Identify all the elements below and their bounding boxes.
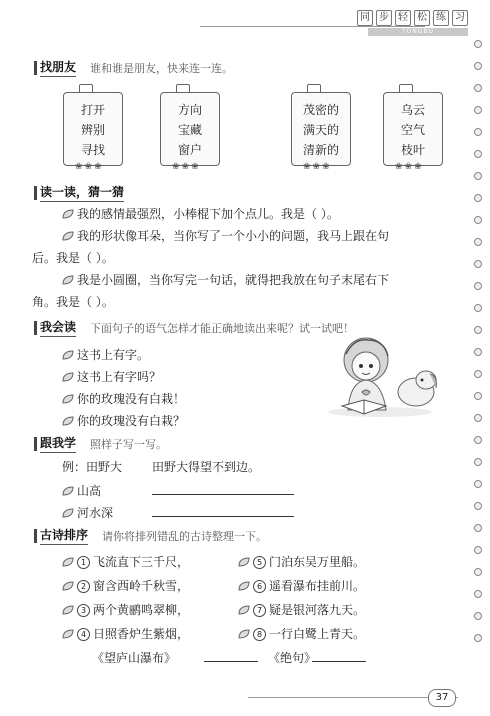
leaf-icon	[62, 275, 74, 285]
card-decoration: ❀❀❀	[395, 162, 424, 172]
section-marker	[34, 529, 37, 543]
word-card[interactable]	[160, 92, 220, 166]
line-number: 3	[77, 604, 90, 617]
poem-line	[238, 577, 365, 594]
leaf-icon	[62, 394, 74, 404]
line-number: 5	[253, 556, 266, 569]
answer-line[interactable]	[152, 516, 294, 517]
header-title	[357, 10, 468, 26]
practice-word: 山高	[77, 484, 102, 498]
card-word: 清新的	[302, 142, 339, 157]
section-poem-order	[34, 526, 267, 545]
poem-line	[62, 553, 189, 570]
binding-dots	[474, 40, 482, 640]
header-char: 轻	[395, 10, 411, 26]
read-sentence	[62, 368, 161, 385]
read-sentence	[62, 412, 185, 429]
leaf-icon	[62, 629, 74, 639]
riddle-text: 我的形状像耳朵，当你写了一个小小的问题，我马上跟在句	[77, 229, 390, 243]
leaf-icon	[238, 557, 250, 567]
poem-text: 两个黄鹂鸣翠柳，	[93, 603, 190, 617]
word-card[interactable]	[291, 92, 351, 166]
riddle-line: 角。我是（ ）。	[32, 295, 114, 309]
card-word: 茂密的	[302, 102, 339, 117]
section-marker	[34, 437, 37, 451]
poem-text: 遥看瀑布挂前川。	[269, 579, 366, 593]
card-word: 打开	[80, 102, 105, 117]
poem-text: 疑是银河落九天。	[269, 603, 366, 617]
sentence-text: 你的玫瑰没有白栽？	[77, 414, 186, 428]
line-number: 6	[253, 580, 266, 593]
page-number: 37	[428, 689, 456, 707]
leaf-icon	[238, 581, 250, 591]
riddle-line: 后。我是（ ）。	[32, 251, 114, 265]
header-char: 练	[433, 10, 449, 26]
header-char: 松	[414, 10, 430, 26]
footer-rule	[248, 697, 458, 698]
poem-text: 飞流直下三千尺，	[93, 555, 190, 569]
poem-text: 一行白鹭上青天。	[269, 627, 366, 641]
word-card[interactable]	[383, 92, 443, 166]
card-decoration: ❀❀❀	[172, 162, 201, 172]
poem-line	[238, 625, 365, 642]
leaf-icon	[62, 605, 74, 615]
riddle-line	[62, 227, 389, 244]
poem-line	[62, 577, 189, 594]
read-sentence	[62, 346, 149, 363]
section-title: 读一读，猜一猜	[40, 183, 124, 202]
section-read-guess	[34, 183, 124, 202]
card-word: 满天的	[302, 122, 339, 137]
sentence-text: 这书上有字。	[77, 348, 150, 362]
line-number: 1	[77, 556, 90, 569]
line-number: 8	[253, 628, 266, 641]
section-find-friends	[34, 58, 233, 77]
card-word: 方向	[177, 102, 202, 117]
section-marker	[34, 186, 37, 200]
card-word: 辨别	[80, 122, 105, 137]
practice-item	[62, 504, 113, 521]
section-instruction: 请你将排列错乱的古诗整理一下。	[102, 529, 268, 543]
section-title: 古诗排序	[40, 526, 88, 545]
line-number: 2	[77, 580, 90, 593]
practice-item	[62, 482, 101, 499]
section-title: 找朋友	[40, 58, 76, 77]
read-sentence	[62, 390, 185, 407]
poem-text: 日照香炉生紫烟，	[93, 627, 190, 641]
poem-line	[238, 601, 365, 618]
card-word: 空气	[400, 122, 425, 137]
card-decoration: ❀❀❀	[303, 162, 332, 172]
girl-reading-illustration	[318, 336, 440, 418]
riddle-text: 我是小圆圈，当你写完一句话，就得把我放在句子末尾右下	[77, 273, 390, 287]
card-word: 枝叶	[400, 142, 425, 157]
section-instruction: 照样子写一写。	[90, 437, 168, 451]
poem-line	[238, 553, 365, 570]
leaf-icon	[238, 629, 250, 639]
card-word: 乌云	[400, 102, 425, 117]
riddle-line	[62, 205, 339, 222]
header-rule	[200, 26, 425, 27]
section-instruction: 谁和谁是朋友，快来连一连。	[90, 61, 234, 75]
leaf-icon	[62, 350, 74, 360]
answer-line[interactable]	[204, 661, 258, 662]
example-answer: 田野大得望不到边。	[152, 460, 261, 474]
poem-text: 窗含西岭千秋雪，	[93, 579, 190, 593]
line-number: 7	[253, 604, 266, 617]
card-word: 窗户	[177, 142, 202, 157]
riddle-line	[62, 271, 389, 288]
leaf-icon	[238, 605, 250, 615]
sentence-text: 你的玫瑰没有白栽！	[77, 392, 186, 406]
answer-line[interactable]	[152, 494, 294, 495]
section-marker	[34, 61, 37, 75]
leaf-icon	[62, 209, 74, 219]
poem-line	[62, 625, 189, 642]
header-band: TONGBU	[368, 28, 468, 36]
header-char: 步	[376, 10, 392, 26]
section-instruction: 下面句子的语气怎样才能正确地读出来呢？试一试吧！	[90, 321, 355, 335]
leaf-icon	[62, 581, 74, 591]
header-char: 习	[452, 10, 468, 26]
leaf-icon	[62, 557, 74, 567]
riddle-text: 我的感情最强烈，小棒棍下加个点儿。我是（ ）。	[77, 207, 339, 221]
card-decoration: ❀❀❀	[75, 162, 104, 172]
leaf-icon	[62, 231, 74, 241]
answer-line[interactable]	[312, 661, 366, 662]
practice-word: 河水深	[77, 506, 114, 520]
poem-text: 门泊东吴万里船。	[269, 555, 366, 569]
card-word: 寻找	[80, 142, 105, 157]
line-number: 4	[77, 628, 90, 641]
example-label: 例：田野大	[62, 460, 123, 474]
section-follow-me	[34, 434, 167, 453]
leaf-icon	[62, 372, 74, 382]
section-title: 我会读	[40, 318, 76, 337]
leaf-icon	[62, 416, 74, 426]
poem-title: 《望庐山瀑布》	[92, 651, 177, 665]
sentence-text: 这书上有字吗？	[77, 370, 162, 384]
poem-title: 《绝句》	[268, 651, 317, 665]
poem-line	[62, 601, 189, 618]
leaf-icon	[62, 486, 74, 496]
section-marker	[34, 321, 37, 335]
card-word: 宝藏	[177, 122, 202, 137]
word-card[interactable]	[63, 92, 123, 166]
header-char: 同	[357, 10, 373, 26]
section-title: 跟我学	[40, 434, 76, 453]
leaf-icon	[62, 508, 74, 518]
section-i-can-read	[34, 318, 354, 337]
